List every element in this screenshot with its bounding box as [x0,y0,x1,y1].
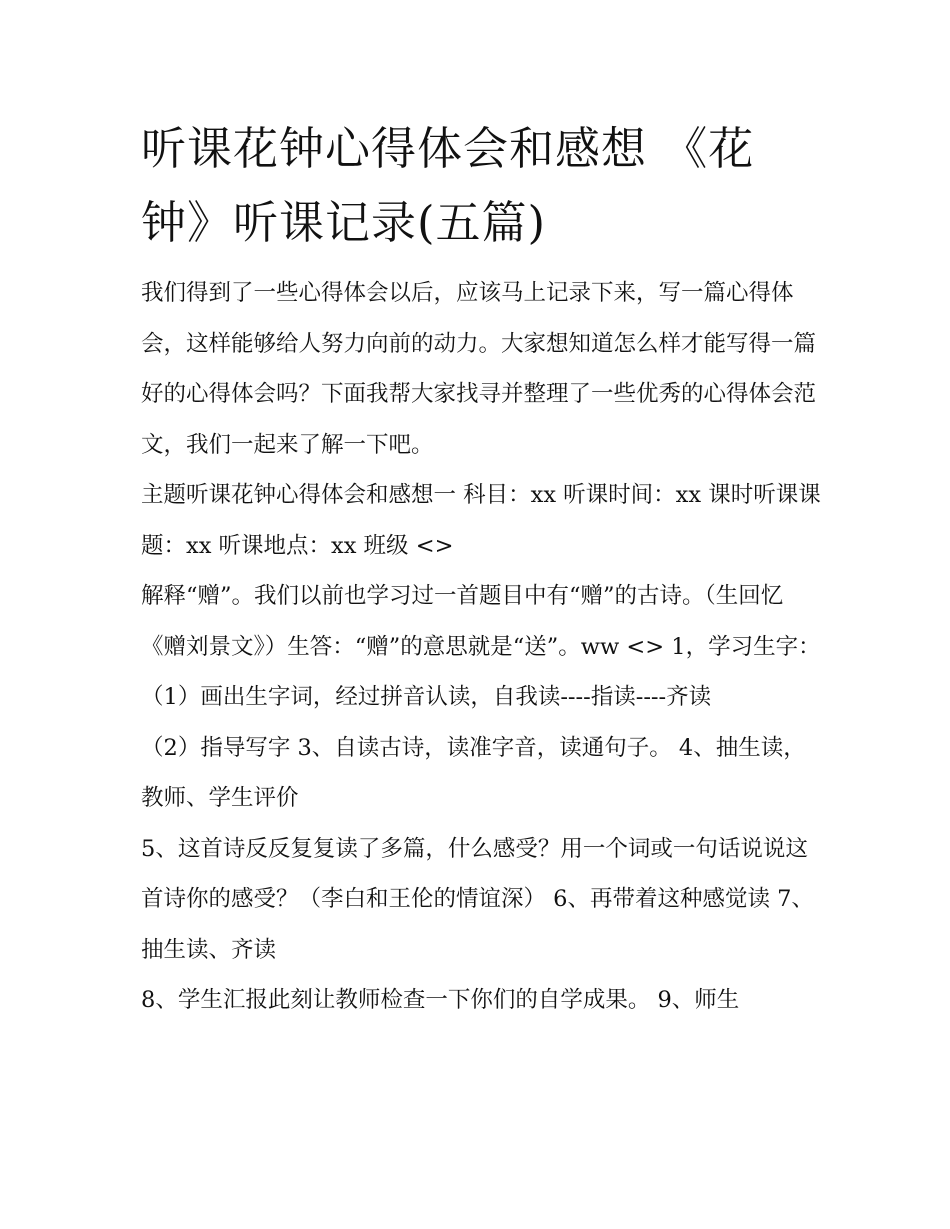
intro-paragraph: 我们得到了一些心得体会以后，应该马上记录下来，写一篇心得体会，这样能够给人努力向前的动力。大家想知道怎么样才能写得一篇好的心得体会吗？下面我帮大家找寻并整理了一些优秀的心得体会范文，我们一起来了解一下吧。 [141,280,817,458]
step-5-paragraph: 5、这首诗反反复复读了多篇，什么感受？用一个词或一句话说说这首诗你的感受？（李白和王伦的情谊深） 6、再带着这种感觉读 7、抽生读、齐读 [141,835,814,963]
step-1-paragraph: （1）画出生字词，经过拼音认读，自我读----指读----齐读 [141,684,712,710]
step-8-paragraph: 8、学生汇报此刻让教师检查一下你们的自学成果。 9、师生 [141,987,740,1013]
document-title: 听课花钟心得体会和感想 《花钟》听课记录(五篇) [141,122,755,249]
document-content [141,112,821,1026]
lesson-info-paragraph: 主题听课花钟心得体会和感想一 科目：xx 听课时间：xx 课时听课课题：xx 听课地点：xx 班级 <> [141,482,821,559]
explanation-paragraph: 解释“赠”。我们以前也学习过一首题目中有“赠”的古诗。（生回忆《赠刘景文》）生答：“赠”的意思就是“送”。ww <> 1，学习生字： [141,583,821,660]
step-2-paragraph: （2）指导写字 3、自读古诗，读准字音，读通句子。 4、抽生读，教师、学生评价 [141,734,806,811]
